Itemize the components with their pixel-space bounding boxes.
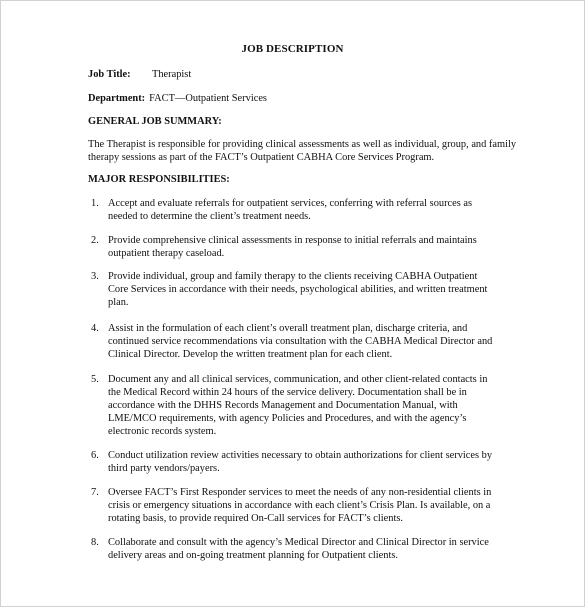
summary-line: The Therapist is responsible for providing clinical assessments as well as individual, group, and family: [88, 139, 517, 150]
item-line: Oversee FACT’s First Responder services to meet the needs of any non-residential clients in: [108, 487, 492, 498]
item-line: Assist in the formulation of each client’s overall treatment plan, discharge criteria, and: [108, 323, 468, 334]
item-number: 5.: [91, 374, 99, 385]
document-title: JOB DESCRIPTION: [241, 43, 344, 55]
summary-heading: GENERAL JOB SUMMARY:: [88, 116, 222, 127]
item-line: Provide individual, group and family therapy to the clients receiving CABHA Outpatient: [108, 271, 478, 282]
item-line: rotating basis, to provide required On-Call services for FACT’s clients.: [108, 513, 404, 524]
item-line: accordance with the DHHS Records Management and Documentation Manual, with: [108, 400, 458, 411]
item-text: [108, 197, 510, 223]
item-text: [108, 234, 510, 260]
job-title-field: [88, 68, 192, 81]
item-line: Conduct utilization review activities necessary to obtain authorizations for client services by: [108, 450, 493, 461]
item-line: plan.: [108, 297, 129, 308]
item-number: 4.: [91, 323, 99, 334]
summary-line: therapy sessions as part of the FACT’s Outpatient CABHA Core Services Program.: [88, 152, 435, 163]
summary-paragraph: [88, 138, 517, 164]
item-line: Clinical Director. Develop the written treatment plan for each client.: [108, 349, 393, 360]
item-text: [108, 449, 510, 475]
item-line: the Medical Record within 24 hours of the service delivery. Documentation shall be in: [108, 387, 467, 398]
item-line: needed to determine the client’s treatment needs.: [108, 211, 311, 222]
item-text: [108, 486, 510, 525]
item-line: Provide comprehensive clinical assessments in response to initial referrals and maintains: [108, 235, 477, 246]
item-line: Accept and evaluate referrals for outpatient services, conferring with referral sources as: [108, 198, 473, 209]
item-number: 1.: [91, 198, 99, 209]
job-title-value: Therapist: [152, 69, 192, 80]
job-title-label: Job Title:: [88, 69, 131, 80]
item-number: 8.: [91, 537, 99, 548]
department-value: FACT—Outpatient Services: [149, 93, 267, 104]
item-line: delivery areas and on-going treatment planning for Outpatient clients.: [108, 550, 398, 561]
item-line: LME/MCO requirements, with agency Policies and Procedures, and with the agency’s: [108, 413, 467, 424]
item-number: 2.: [91, 235, 99, 246]
item-line: continued service recommendations via consultation with the CABHA Medical Director and: [108, 336, 493, 347]
item-line: electronic records system.: [108, 426, 217, 437]
department-field: [88, 92, 267, 105]
department-label: Department:: [88, 93, 146, 104]
item-text: [108, 270, 510, 309]
item-number: 6.: [91, 450, 99, 461]
item-text: [108, 373, 510, 438]
item-number: 7.: [91, 487, 99, 498]
item-line: Collaborate and consult with the agency’s Medical Director and Clinical Director in service: [108, 537, 489, 548]
item-line: third party vendors/payers.: [108, 463, 220, 474]
item-line: Document any and all clinical services, communication, and other client-related contacts in: [108, 374, 488, 385]
item-text: [108, 322, 510, 361]
item-line: Core Services in accordance with their needs, psychological abilities, and written treatment: [108, 284, 488, 295]
item-number: 3.: [91, 271, 99, 282]
item-line: outpatient therapy caseload.: [108, 248, 225, 259]
responsibilities-heading: MAJOR RESPONSIBILITIES:: [88, 174, 230, 185]
item-text: [108, 536, 510, 562]
item-line: crisis or emergency situations in accordance with each client’s Crisis Plan. Is available, on a: [108, 500, 491, 511]
